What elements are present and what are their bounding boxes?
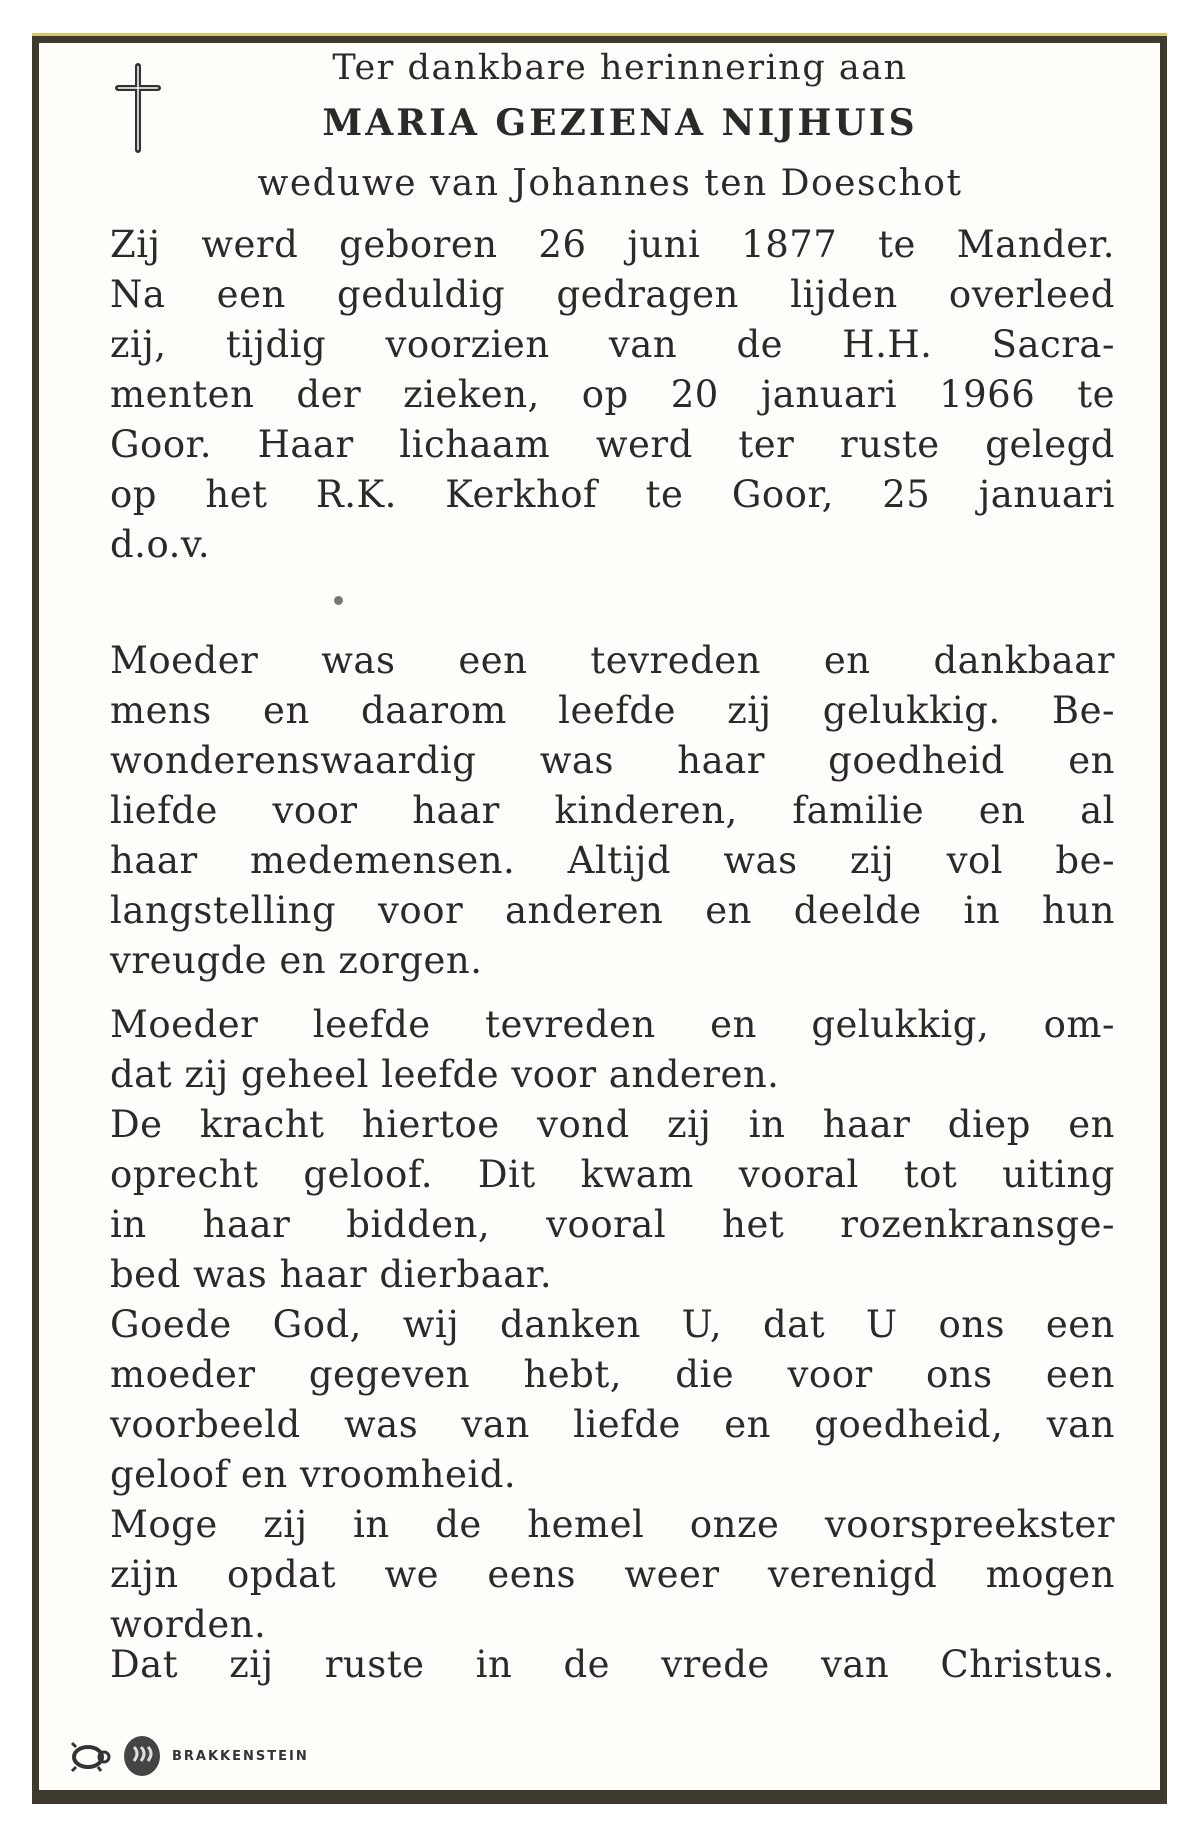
dot-mark (334, 596, 343, 605)
text-line: oprecht geloof. Dit kwam vooral tot uiting (110, 1153, 1115, 1196)
text-line: menten der zieken, op 20 januari 1966 te (110, 373, 1115, 416)
text-line: geloof en vroomheid. (110, 1453, 517, 1496)
text-line: moeder gegeven hebt, die voor ons een (110, 1353, 1115, 1396)
text-line: dat zij geheel leefde voor anderen. (110, 1053, 780, 1096)
deceased-name: MARIA GEZIENA NIJHUIS (322, 102, 918, 144)
text-line: zij, tijdig voorzien van de H.H. Sacra- (110, 323, 1115, 366)
text-line: vreugde en zorgen. (110, 939, 483, 982)
text-line: wonderenswaardig was haar goedheid en (110, 739, 1115, 782)
widow-of-line: weduwe van Johannes ten Doeschot (257, 163, 963, 204)
text-line: Moge zij in de hemel onze voorspreekster (110, 1503, 1115, 1546)
intro-line: Ter dankbare herinnering aan (332, 48, 908, 88)
text-line: Moeder leefde tevreden en gelukkig, om- (110, 1003, 1115, 1046)
text-line: Goor. Haar lichaam werd ter ruste gelegd (110, 423, 1115, 466)
text-line: voorbeeld was van liefde en goedheid, van (110, 1403, 1115, 1446)
text-line: in haar bidden, vooral het rozenkransge- (110, 1203, 1115, 1246)
text-line: worden. (110, 1603, 267, 1646)
cross-icon (112, 62, 164, 154)
turtle-emblem-icon (68, 1739, 112, 1773)
text-line: liefde voor haar kinderen, familie en al (110, 789, 1115, 832)
text-line: Moeder was een tevreden en dankbaar (110, 639, 1115, 682)
text-line: Goede God, wij danken U, dat U ons een (110, 1303, 1115, 1346)
text-line: De kracht hiertoe vond zij in haar diep en (110, 1103, 1115, 1146)
printer-logo (68, 1735, 309, 1777)
text-line: mens en daarom leefde zij gelukkig. Be- (110, 689, 1115, 732)
text-line: langstelling voor anderen en deelde in hun (110, 889, 1115, 932)
text-line: Zij werd geboren 26 juni 1877 te Mander. (110, 223, 1115, 266)
text-line: haar medemensen. Altijd was zij vol be- (110, 839, 1115, 882)
text-line: zijn opdat we eens weer verenigd mogen (110, 1553, 1115, 1596)
text-line: d.o.v. (110, 523, 211, 566)
text-line: op het R.K. Kerkhof te Goor, 25 januari (110, 473, 1115, 516)
text-line: Dat zij ruste in de vrede van Christus. (110, 1643, 1115, 1686)
text-line: bed was haar dierbaar. (110, 1253, 553, 1296)
text-line: Na een geduldig gedragen lijden overleed (110, 273, 1115, 316)
printer-name: BRAKKENSTEIN (172, 1748, 309, 1764)
brakkenstein-seal-icon (122, 1735, 162, 1777)
